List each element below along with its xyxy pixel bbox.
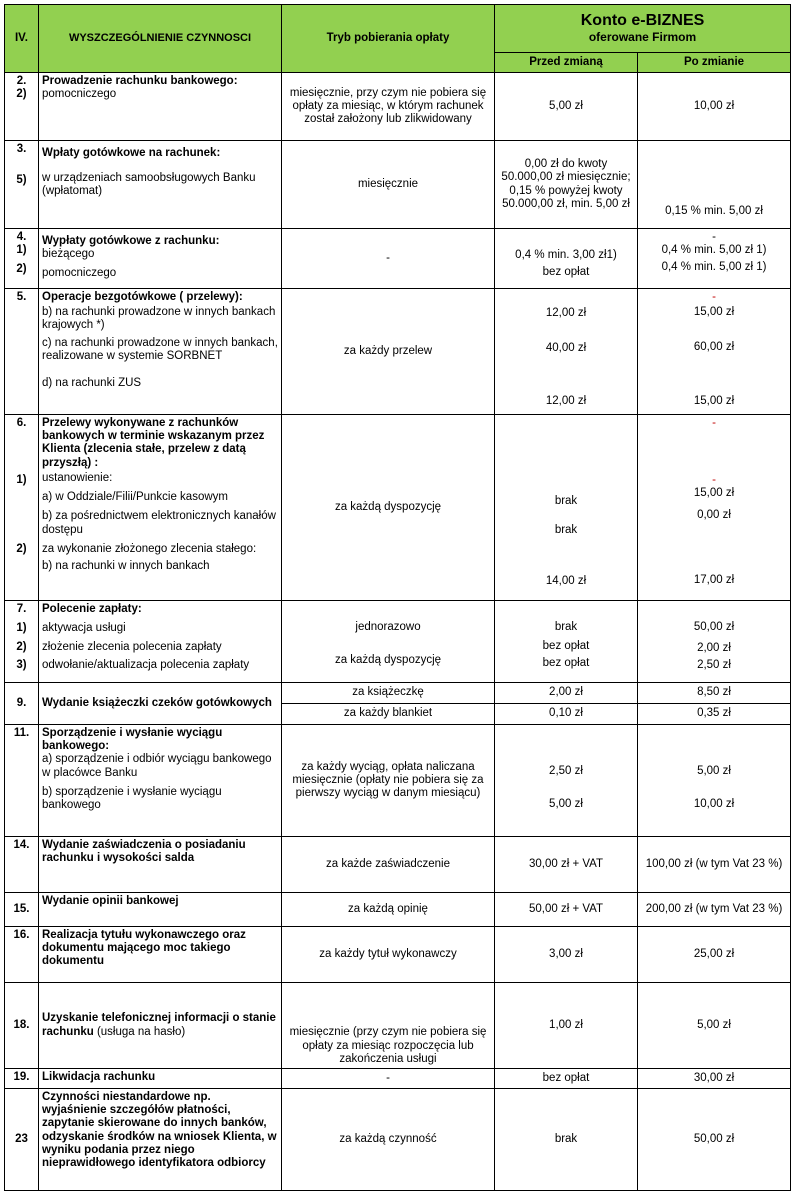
fee-after: - - 15,00 zł 0,00 zł 17,00 zł	[638, 415, 791, 601]
charge-mode: -	[282, 229, 495, 289]
fee-after: 8,50 zł	[638, 683, 791, 704]
row-description: Wpłaty gotówkowe na rachunek: w urządzeniach samoobsługowych Banku (wpłatomat)	[39, 141, 282, 229]
fee-after: - 0,4 % min. 5,00 zł 1) 0,4 % min. 5,00 zł 1)	[638, 229, 791, 289]
charge-mode: za każdy tytuł wykonawczy	[282, 927, 495, 983]
fee-before: 50,00 zł + VAT	[495, 893, 638, 927]
table-row	[5, 1089, 791, 1191]
row-number: 7. 1) 2) 3)	[5, 601, 39, 683]
row-number: 4. 1) 2)	[5, 229, 39, 289]
fee-before: bez opłat	[495, 1069, 638, 1089]
charge-mode: za każdy wyciąg, opłata naliczana miesięcznie (opłaty nie pobiera się za pierwszy wyciąg w danym miesiącu)	[282, 725, 495, 837]
account-subtitle: oferowane Firmom	[588, 29, 697, 44]
row-description: Polecenie zapłaty: aktywacja usługi złożenie zlecenia polecenia zapłaty odwołanie/aktualizacja polecenia zapłaty	[39, 601, 282, 683]
fee-table	[4, 4, 791, 1191]
fee-after: 100,00 zł (w tym Vat 23 %)	[638, 837, 791, 893]
fee-after: 30,00 zł	[638, 1069, 791, 1089]
fee-before: 2,00 zł	[495, 683, 638, 704]
fee-after: 200,00 zł (w tym Vat 23 %)	[638, 893, 791, 927]
fee-before: 0,10 zł	[495, 704, 638, 725]
row-number: 5.	[5, 289, 39, 415]
charge-mode: za każdy blankiet	[282, 704, 495, 725]
table-row	[5, 983, 791, 1069]
charge-mode: za każde zaświadczenie	[282, 837, 495, 893]
table-row	[5, 289, 791, 415]
table-row	[5, 1069, 791, 1089]
fee-after: 5,00 zł 10,00 zł	[638, 725, 791, 837]
fee-before: 5,00 zł	[495, 73, 638, 141]
row-number: 2. 2)	[5, 73, 39, 141]
table-row	[5, 141, 791, 229]
account-title: Konto e-BIZNES	[580, 12, 705, 30]
charge-mode: miesięcznie	[282, 141, 495, 229]
column-header-before: Przed zmianą	[495, 53, 638, 73]
row-number: 23	[5, 1089, 39, 1191]
table-row	[5, 73, 791, 141]
fee-before: 12,00 zł 40,00 zł 12,00 zł	[495, 289, 638, 415]
row-number: 6. 1) 2)	[5, 415, 39, 601]
fee-after: 0,35 zł	[638, 704, 791, 725]
row-description: Sporządzenie i wysłanie wyciągu bankowego: a) sporządzenie i odbiór wyciągu bankowego w placówce Banku b) sporządzenie i wysłanie wyciągu bankowego	[39, 725, 282, 837]
fee-after: 50,00 zł	[638, 1089, 791, 1191]
fee-after: 50,00 zł 2,00 zł 2,50 zł	[638, 601, 791, 683]
charge-mode: za każdą czynność	[282, 1089, 495, 1191]
row-number: 19.	[5, 1069, 39, 1089]
fee-before: brak bez opłat bez opłat	[495, 601, 638, 683]
row-number: 14.	[5, 837, 39, 893]
row-description: Czynności niestandardowe np. wyjaśnienie szczegółów płatności, zapytanie skierowane do innych banków, odzyskanie środków na wniosek Klienta, w wyniku podania przez niego nieprawidłowego identyfikatora odbiorcy	[39, 1089, 282, 1191]
charge-mode: za każdy przelew	[282, 289, 495, 415]
fee-before: 0,4 % min. 3,00 zł1) bez opłat	[495, 229, 638, 289]
table-row	[5, 927, 791, 983]
charge-mode: za każdą opinię	[282, 893, 495, 927]
charge-mode: -	[282, 1069, 495, 1089]
fee-before: brak	[495, 1089, 638, 1191]
fee-after: 5,00 zł	[638, 983, 791, 1069]
row-number: 11.	[5, 725, 39, 837]
fee-after: - 15,00 zł 60,00 zł 15,00 zł	[638, 289, 791, 415]
table-row	[5, 893, 791, 927]
row-number: 15.	[5, 893, 39, 927]
fee-after: 0,15 % min. 5,00 zł	[638, 141, 791, 229]
fee-before: 30,00 zł + VAT	[495, 837, 638, 893]
section-number: IV.	[5, 5, 39, 73]
row-description: Wydanie opinii bankowej	[39, 893, 282, 927]
table-row	[5, 229, 791, 289]
charge-mode: za każdą dyspozycję	[282, 415, 495, 601]
fee-before: brak brak 14,00 zł	[495, 415, 638, 601]
row-description: Uzyskanie telefonicznej informacji o stanie rachunku (usługa na hasło)	[39, 983, 282, 1069]
row-description: Wydanie książeczki czeków gotówkowych	[39, 683, 282, 725]
fee-before: 0,00 zł do kwoty 50.000,00 zł miesięcznie; 0,15 % powyżej kwoty 50.000,00 zł, min. 5,00 zł	[495, 141, 638, 229]
fee-before: 1,00 zł	[495, 983, 638, 1069]
row-description: Wypłaty gotówkowe z rachunku: bieżącego pomocniczego	[39, 229, 282, 289]
charge-mode: miesięcznie, przy czym nie pobiera się opłaty za miesiąc, w którym rachunek został założony lub zlikwidowany	[282, 73, 495, 141]
table-row	[5, 725, 791, 837]
fee-after: 25,00 zł	[638, 927, 791, 983]
account-header	[495, 5, 791, 53]
column-header-after: Po zmianie	[638, 53, 791, 73]
charge-mode: za książeczkę	[282, 683, 495, 704]
fee-before: 2,50 zł 5,00 zł	[495, 725, 638, 837]
column-header-mode: Tryb pobierania opłaty	[282, 5, 495, 73]
row-description: Wydanie zaświadczenia o posiadaniu rachunku i wysokości salda	[39, 837, 282, 893]
row-description: Prowadzenie rachunku bankowego: pomocniczego	[39, 73, 282, 141]
row-number: 16.	[5, 927, 39, 983]
fee-after: 10,00 zł	[638, 73, 791, 141]
column-header-activity: WYSZCZEGÓLNIENIE CZYNNOSCI	[39, 5, 282, 73]
row-number: 9.	[5, 683, 39, 725]
row-number: 18.	[5, 983, 39, 1069]
charge-mode: jednorazowo za każdą dyspozycję	[282, 601, 495, 683]
row-description: Likwidacja rachunku	[39, 1069, 282, 1089]
table-row	[5, 415, 791, 601]
row-description: Przelewy wykonywane z rachunków bankowych w terminie wskazanym przez Klienta (zlecenia stałe, przelew z datą przyszłą) : ustanowienie: a) w Oddziale/Filii/Punkcie kasowym b) za pośrednictwem elektronicznych kanałów dostępu za wykonanie złożonego zlecenia stałego: b) na rachunki w innych bankach	[39, 415, 282, 601]
row-number: 3. 5)	[5, 141, 39, 229]
row-description: Operacje bezgotówkowe ( przelewy): b) na rachunki prowadzone w innych bankach krajowych *) c) na rachunki prowadzone w innych bankach, realizowane w systemie SORBNET d) na rachunki ZUS	[39, 289, 282, 415]
row-description: Realizacja tytułu wykonawczego oraz dokumentu mającego moc takiego dokumentu	[39, 927, 282, 983]
charge-mode: miesięcznie (przy czym nie pobiera się opłaty za miesiąc rozpoczęcia lub zakończenia usługi	[282, 983, 495, 1069]
table-row	[5, 683, 791, 704]
table-row	[5, 601, 791, 683]
table-row	[5, 837, 791, 893]
fee-before: 3,00 zł	[495, 927, 638, 983]
